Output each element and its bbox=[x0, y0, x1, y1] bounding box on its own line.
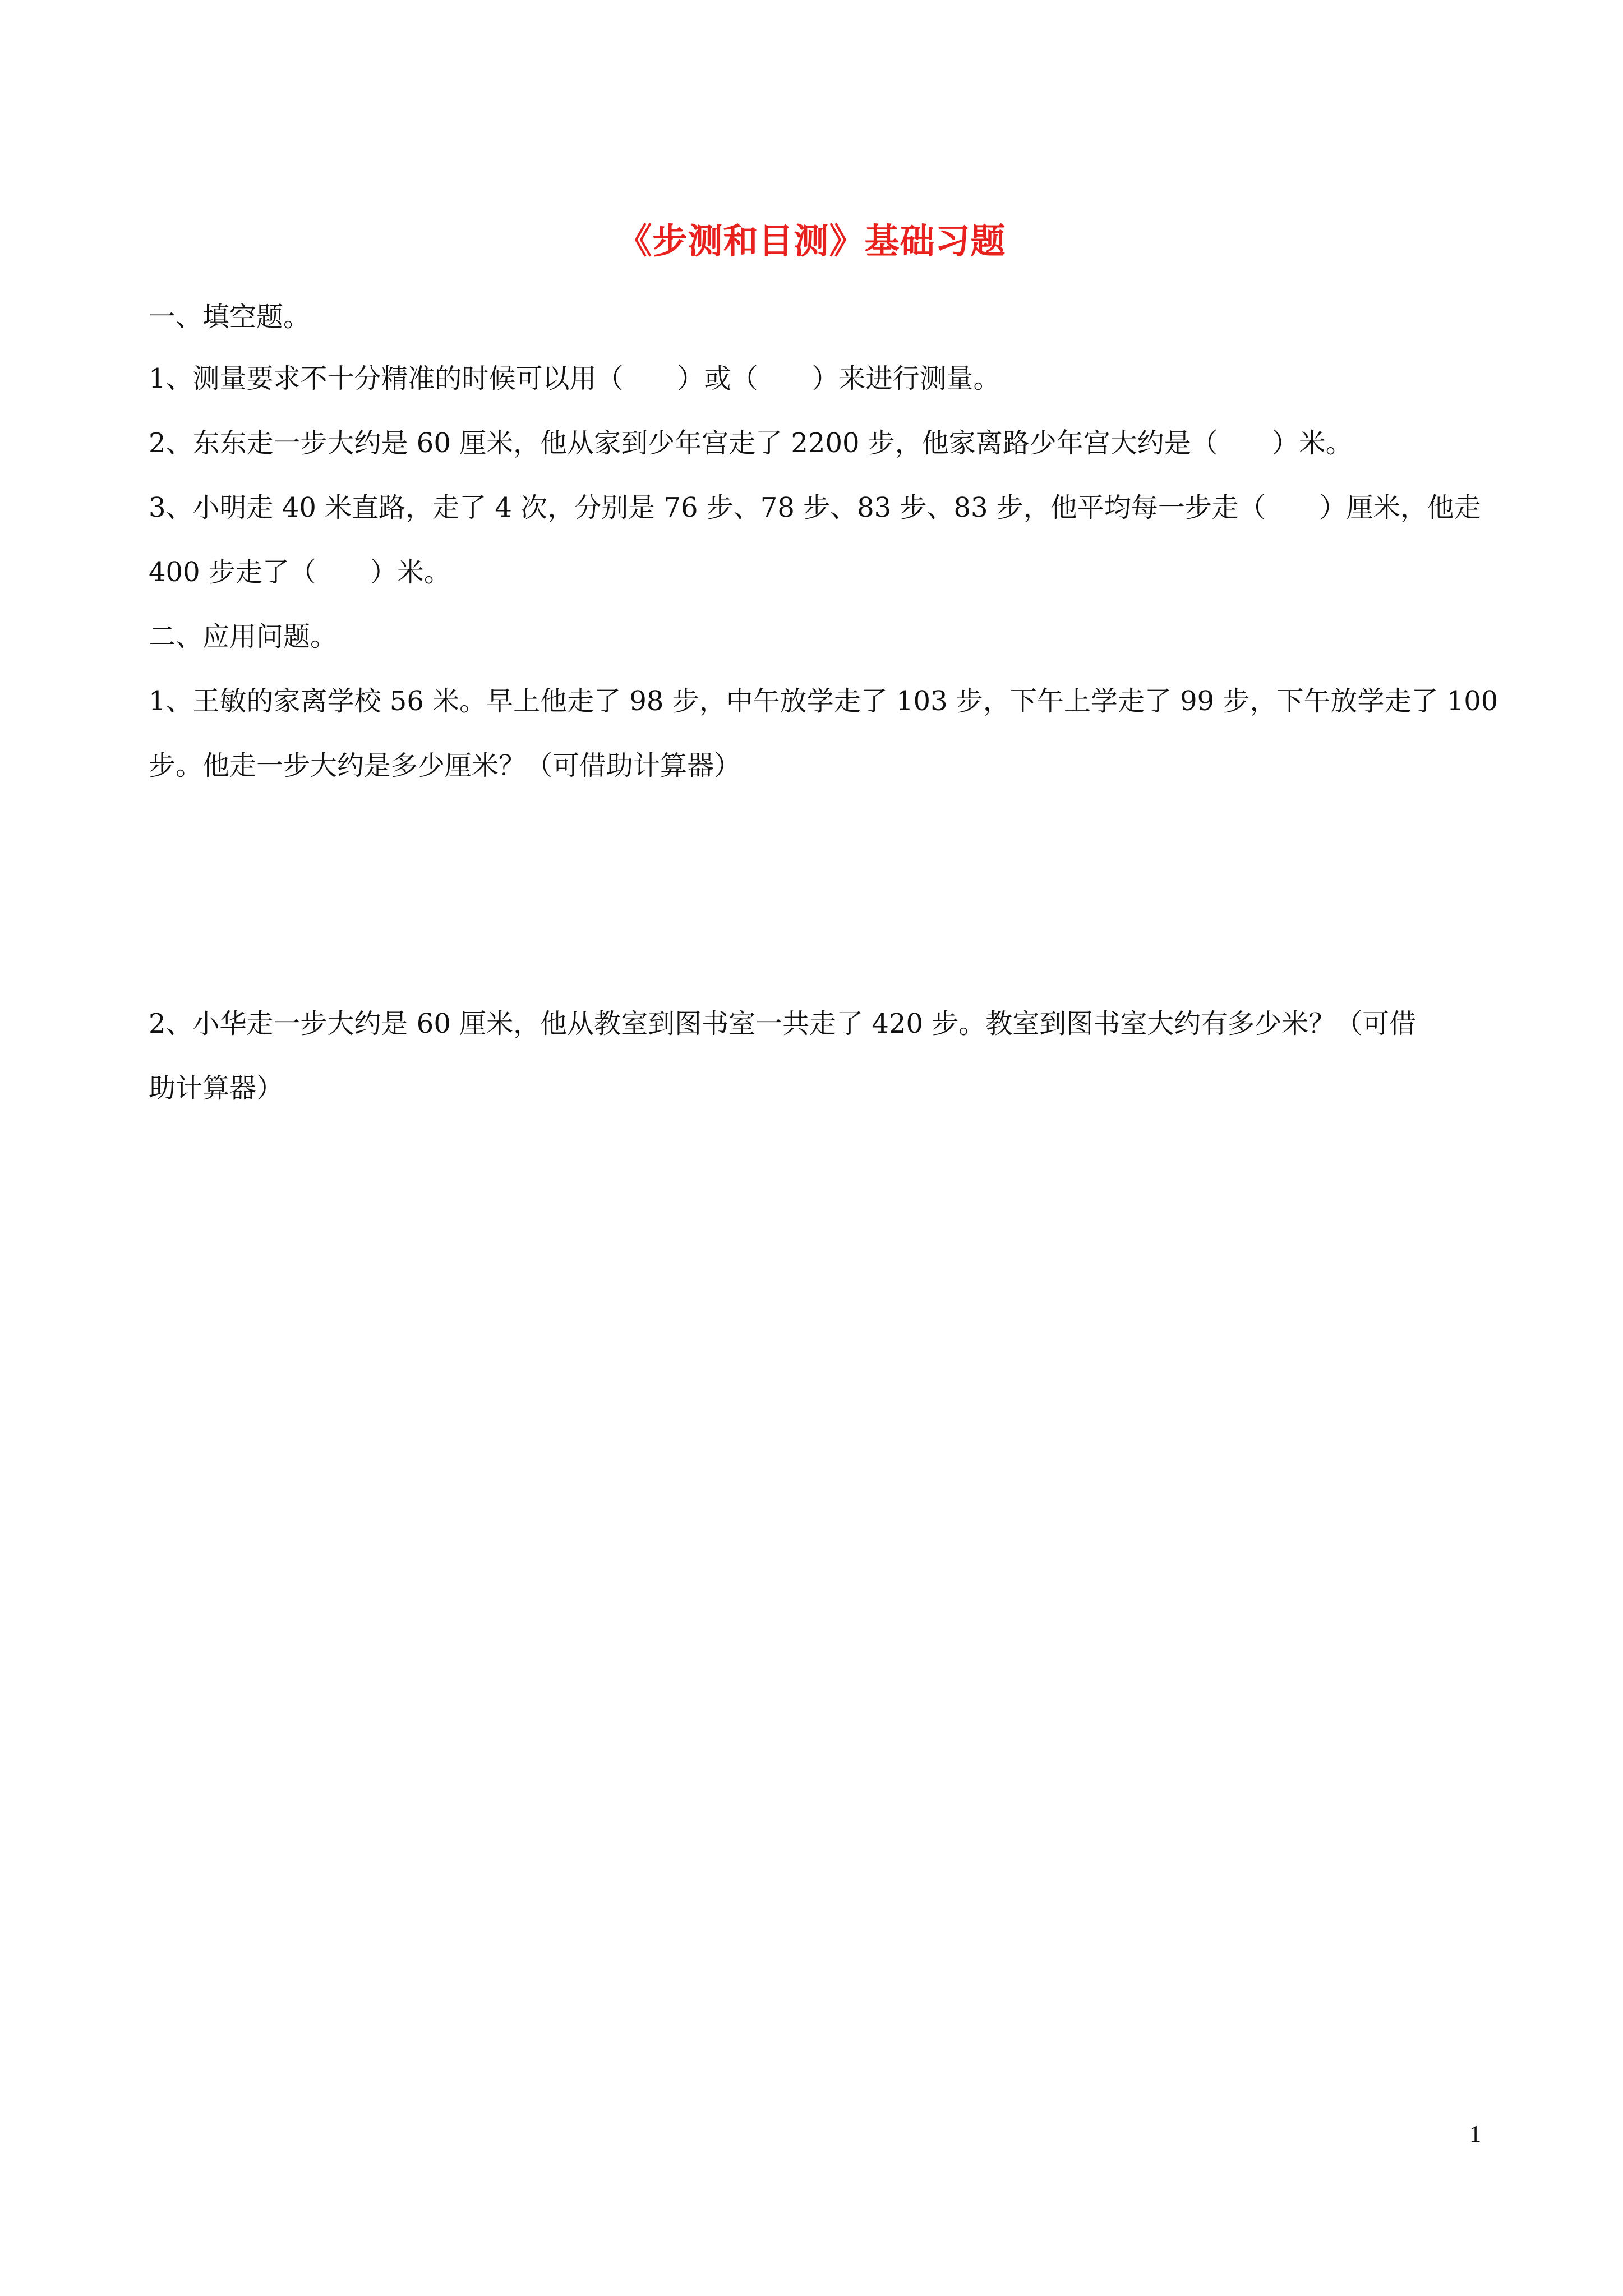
question-app-2-line-1: 2、小华走一步大约是 60 厘米，他从教室到图书室一共走了 420 步。教室到图书室大约有多少米？（可借 bbox=[149, 1008, 1417, 1039]
question-fill-3-line-2: 400 步走了（ ）米。 bbox=[149, 556, 451, 588]
document-title: 《步测和目测》基础习题 bbox=[617, 220, 1006, 261]
page-number: 1 bbox=[1469, 2122, 1481, 2147]
question-app-1-line-2: 步。他走一步大约是多少厘米？（可借助计算器） bbox=[149, 750, 741, 781]
question-fill-2: 2、东东走一步大约是 60 厘米，他从家到少年宫走了 2200 步，他家离路少年宫大约是（ ）米。 bbox=[149, 427, 1353, 459]
question-fill-1: 1、测量要求不十分精准的时候可以用（ ）或（ ）来进行测量。 bbox=[149, 363, 1000, 394]
section-heading-application: 二、应用问题。 bbox=[149, 621, 338, 652]
question-app-1-line-1: 1、王敏的家离学校 56 米。早上他走了 98 步，中午放学走了 103 步，下午上学走了 99 步，下午放学走了 100 bbox=[149, 685, 1498, 717]
question-fill-3-line-1: 3、小明走 40 米直路，走了 4 次，分别是 76 步、78 步、83 步、83 步，他平均每一步走（ ）厘米，他走 bbox=[149, 492, 1481, 523]
question-app-2-line-2: 助计算器） bbox=[149, 1073, 284, 1104]
section-heading-fill-blank: 一、填空题。 bbox=[149, 301, 311, 333]
